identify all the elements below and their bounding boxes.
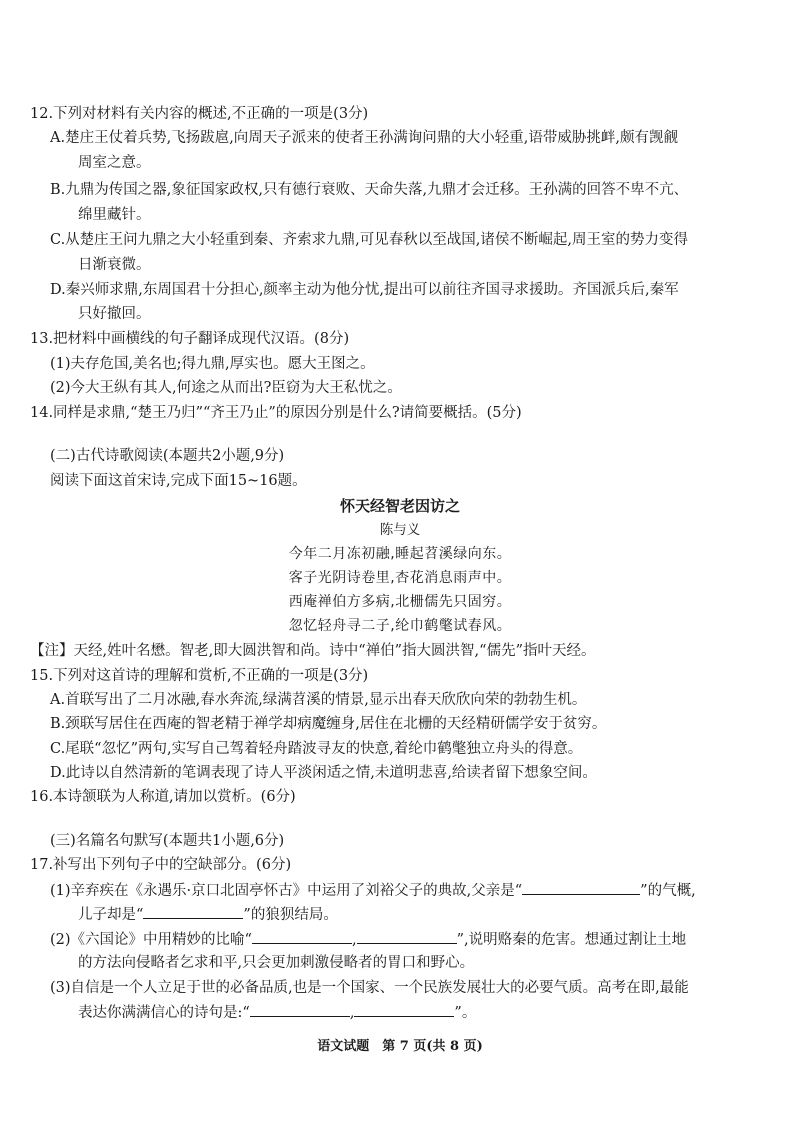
q15-option-b: B.颈联写居住在西庵的智老精于禅学却病魔缠身,居住在北栅的天经精研儒学安于贫穷。 — [50, 716, 607, 732]
q12-option-c: C.从楚庄王问九鼎之大小轻重到秦、齐索求九鼎,可见春秋以至战国,诸侯不断崛起,周王室的势力变得 — [50, 232, 689, 248]
q12-option-a-cont: 周室之意。 — [78, 155, 151, 171]
q17-stem: 17.补写出下列句子中的空缺部分。(6分) — [30, 857, 292, 873]
q13-stem: 13.把材料中画横线的句子翻译成现代汉语。(8分) — [30, 331, 350, 347]
q17-s1-text-a: (1)辛弃疾在《永遇乐·京口北固亭怀古》中运用了刘裕父子的典故,父亲是“ — [50, 883, 523, 899]
section-2-heading: (二)古代诗歌阅读(本题共2小题,9分) — [50, 448, 285, 464]
q17-sentence-1-cont — [78, 904, 338, 925]
q12-option-d: D.秦兴师求鼎,东周国君十分担心,颜率主动为他分忧,提出可以前往齐国寻求援助。齐国派兵后,秦军 — [50, 282, 679, 298]
answer-blank-5[interactable] — [250, 1002, 350, 1017]
q17-sentence-3: (3)自信是一个人立足于世的必备品质,也是一个国家、一个民族发展壮大的必要气质。高考在即,最能 — [50, 980, 689, 996]
answer-blank-1[interactable] — [522, 880, 640, 895]
q12-option-d-cont: 只好撤回。 — [78, 306, 151, 322]
q14-stem: 14.同样是求鼎,“楚王乃归”“齐王乃止”的原因分别是什么?请简要概括。(5分) — [30, 405, 522, 421]
poem-line-1: 今年二月冻初融,睡起苕溪绿向东。 — [288, 546, 512, 562]
answer-blank-2[interactable] — [143, 904, 243, 919]
q17-sentence-2-cont: 的方法向侵略者乞求和平,只会更加刺激侵略者的胃口和野心。 — [78, 955, 475, 971]
answer-blank-6[interactable] — [354, 1002, 454, 1017]
q17-s3-text-b: 表达你满满信心的诗句是:“ — [78, 1005, 250, 1021]
section-3-heading: (三)名篇名句默写(本题共1小题,6分) — [50, 833, 285, 849]
poem-note: 【注】天经,姓叶名懋。智老,即大圆洪智和尚。诗中“禅伯”指大圆洪智,“儒先”指叶天经。 — [30, 643, 596, 659]
q17-s1-text-c: 儿子却是“ — [78, 907, 144, 923]
q12-stem: 12.下列对材料有关内容的概述,不正确的一项是(3分) — [30, 106, 369, 122]
q12-option-b: B.九鼎为传国之器,象征国家政权,只有德行衰败、天命失落,九鼎才会迁移。王孙满的回答不卑不亢、 — [50, 182, 689, 198]
q13-sentence-1: (1)夫存危国,美名也;得九鼎,厚实也。愿大王图之。 — [50, 356, 375, 372]
poem-title: 怀天经智老因访之 — [339, 497, 460, 515]
q15-stem: 15.下列对这首诗的理解和赏析,不正确的一项是(3分) — [30, 668, 369, 684]
q17-sentence-2 — [50, 929, 686, 950]
poem-line-2: 客子光阴诗卷里,杏花消息雨声中。 — [288, 570, 512, 586]
q17-s2-text-a: (2)《六国论》中用精妙的比喻“ — [50, 932, 252, 948]
answer-blank-3[interactable] — [252, 929, 352, 944]
q17-s2-text-b: , — [351, 932, 357, 948]
section-2-intro: 阅读下面这首宋诗,完成下面15~16题。 — [50, 473, 307, 489]
q17-s2-text-c: ”,说明赂秦的危害。想通过割让土地 — [456, 932, 687, 948]
q17-s3-text-c: , — [349, 1005, 355, 1021]
q12-option-a: A.楚庄王仗着兵势,飞扬跋扈,向周天子派来的使者王孙满询问鼎的大小轻重,语带威胁挑衅,颇有觊觎 — [50, 130, 679, 146]
q15-option-a: A.首联写出了二月冰融,春水奔流,绿满苕溪的情景,显示出春天欣欣向荣的勃勃生机。 — [50, 692, 587, 708]
q17-s1-text-d: ”的狼狈结局。 — [243, 907, 338, 923]
q15-option-d: D.此诗以自然清新的笔调表现了诗人平淡闲适之情,未道明悲喜,给读者留下想象空间。 — [50, 765, 597, 781]
answer-blank-4[interactable] — [357, 929, 457, 944]
q12-option-b-cont: 绵里藏针。 — [78, 207, 151, 223]
page-footer: 语文试题 第 7 页(共 8 页) — [317, 1039, 483, 1054]
poem-author: 陈与义 — [379, 522, 421, 538]
poem-line-3: 西庵禅伯方多病,北栅儒先只固穷。 — [288, 594, 512, 610]
poem-line-4: 忽忆轻舟寻二子,纶巾鹤氅试春风。 — [288, 618, 512, 634]
q16-stem: 16.本诗颔联为人称道,请加以赏析。(6分) — [30, 789, 296, 805]
q15-option-c: C.尾联“忽忆”两句,实写自己驾着轻舟踏波寻友的快意,着纶巾鹤氅独立舟头的得意。 — [50, 741, 583, 757]
q17-sentence-3-cont — [78, 1002, 476, 1023]
q17-s1-text-b: ”的气概, — [640, 883, 696, 899]
q17-s3-text-d: ”。 — [454, 1005, 477, 1021]
q13-sentence-2: (2)今大王纵有其人,何途之从而出?臣窃为大王私忧之。 — [50, 380, 402, 396]
q12-option-c-cont: 日渐衰微。 — [78, 257, 151, 273]
q17-sentence-1 — [50, 880, 696, 901]
